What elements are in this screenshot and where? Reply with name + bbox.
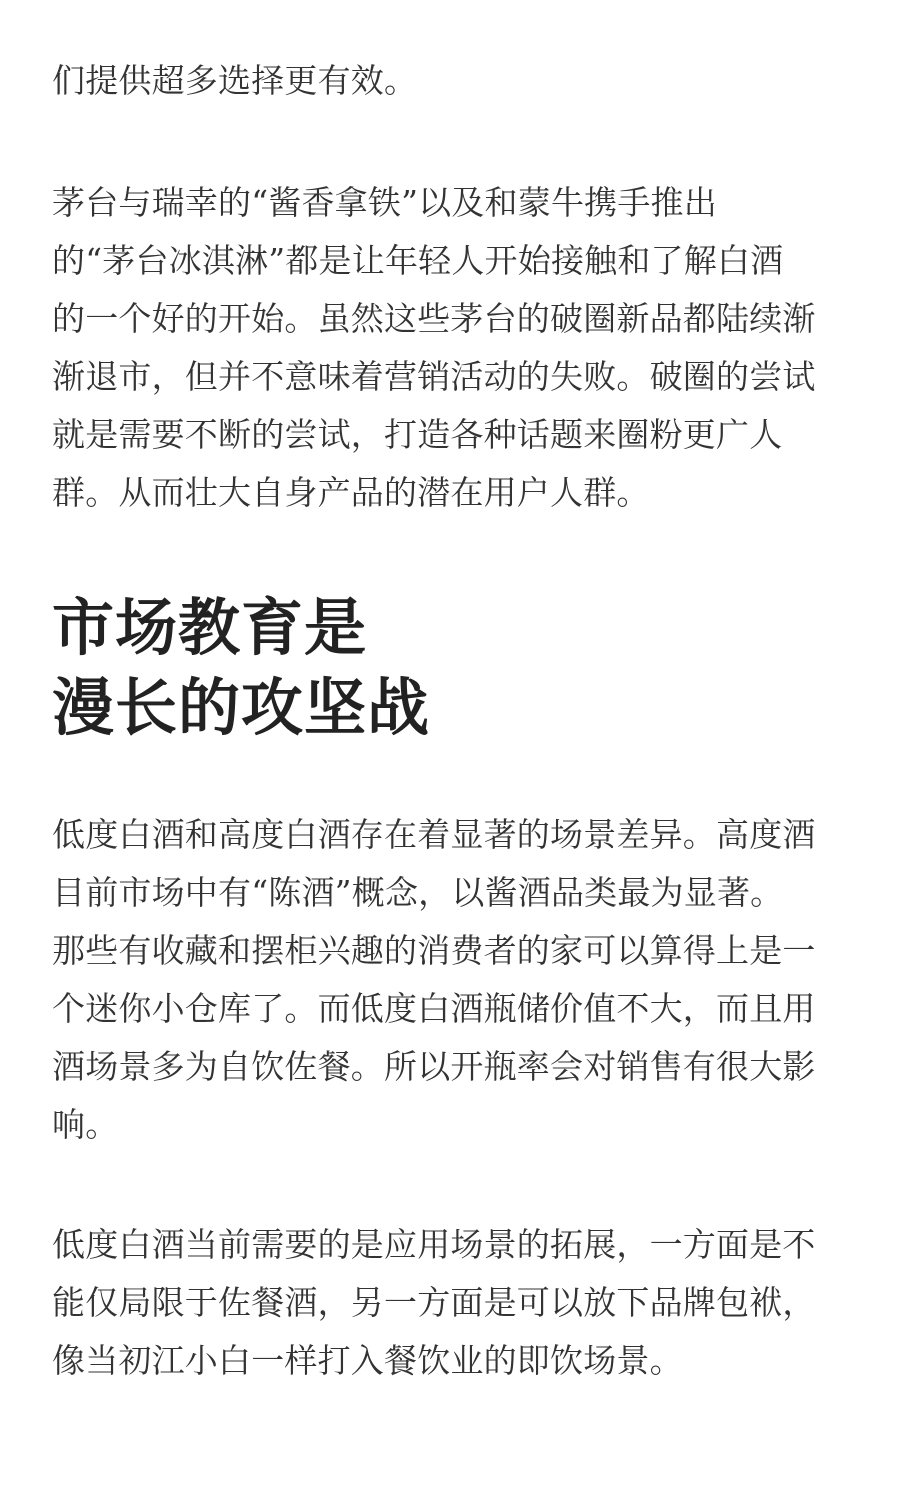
text-line: 茅台与瑞幸的“酱香拿铁”以及和蒙牛携手推出 xyxy=(52,183,717,222)
text-line: 目前市场中有“陈酒”概念，以酱酒品类最为显著。 xyxy=(52,873,784,912)
text-line: 酒场景多为自饮佐餐。所以开瓶率会对销售有很大影 xyxy=(52,1047,816,1086)
text-line: 个迷你小仓库了。而低度白酒瓶储价值不大，而且用 xyxy=(52,989,816,1028)
text-line: 响。 xyxy=(52,1105,119,1144)
text-line: 能仅局限于佐餐酒，另一方面是可以放下品牌包袱， xyxy=(52,1283,816,1322)
text-line: 的一个好的开始。虽然这些茅台的破圈新品都陆续渐 xyxy=(52,299,816,338)
section-heading xyxy=(52,588,430,748)
text-line: 群。从而壮大自身产品的潜在用户人群。 xyxy=(52,473,650,512)
paragraph-maotai-crossover xyxy=(52,174,834,522)
text-line: 低度白酒当前需要的是应用场景的拓展，一方面是不 xyxy=(52,1225,816,1264)
text-line: 低度白酒和高度白酒存在着显著的场景差异。高度酒 xyxy=(52,815,816,854)
heading-line: 漫长的攻坚战 xyxy=(52,671,431,744)
text-line: 像当初江小白一样打入餐饮业的即饮场景。 xyxy=(52,1341,683,1380)
text-line: 们提供超多选择更有效。 xyxy=(52,61,418,100)
text-line: 渐退市，但并不意味着营销活动的失败。破圈的尝试 xyxy=(52,357,816,396)
text-line: 就是需要不断的尝试，打造各种话题来圈粉更广人 xyxy=(52,415,783,454)
paragraph-continued xyxy=(52,52,834,110)
text-line: 的“茅台冰淇淋”都是让年轻人开始接触和了解白酒 xyxy=(52,241,784,280)
paragraph-scene-expansion xyxy=(52,1216,834,1390)
paragraph-scene-difference xyxy=(52,806,834,1154)
text-line: 那些有收藏和摆柜兴趣的消费者的家可以算得上是一 xyxy=(52,931,816,970)
heading-line: 市场教育是 xyxy=(52,591,368,664)
